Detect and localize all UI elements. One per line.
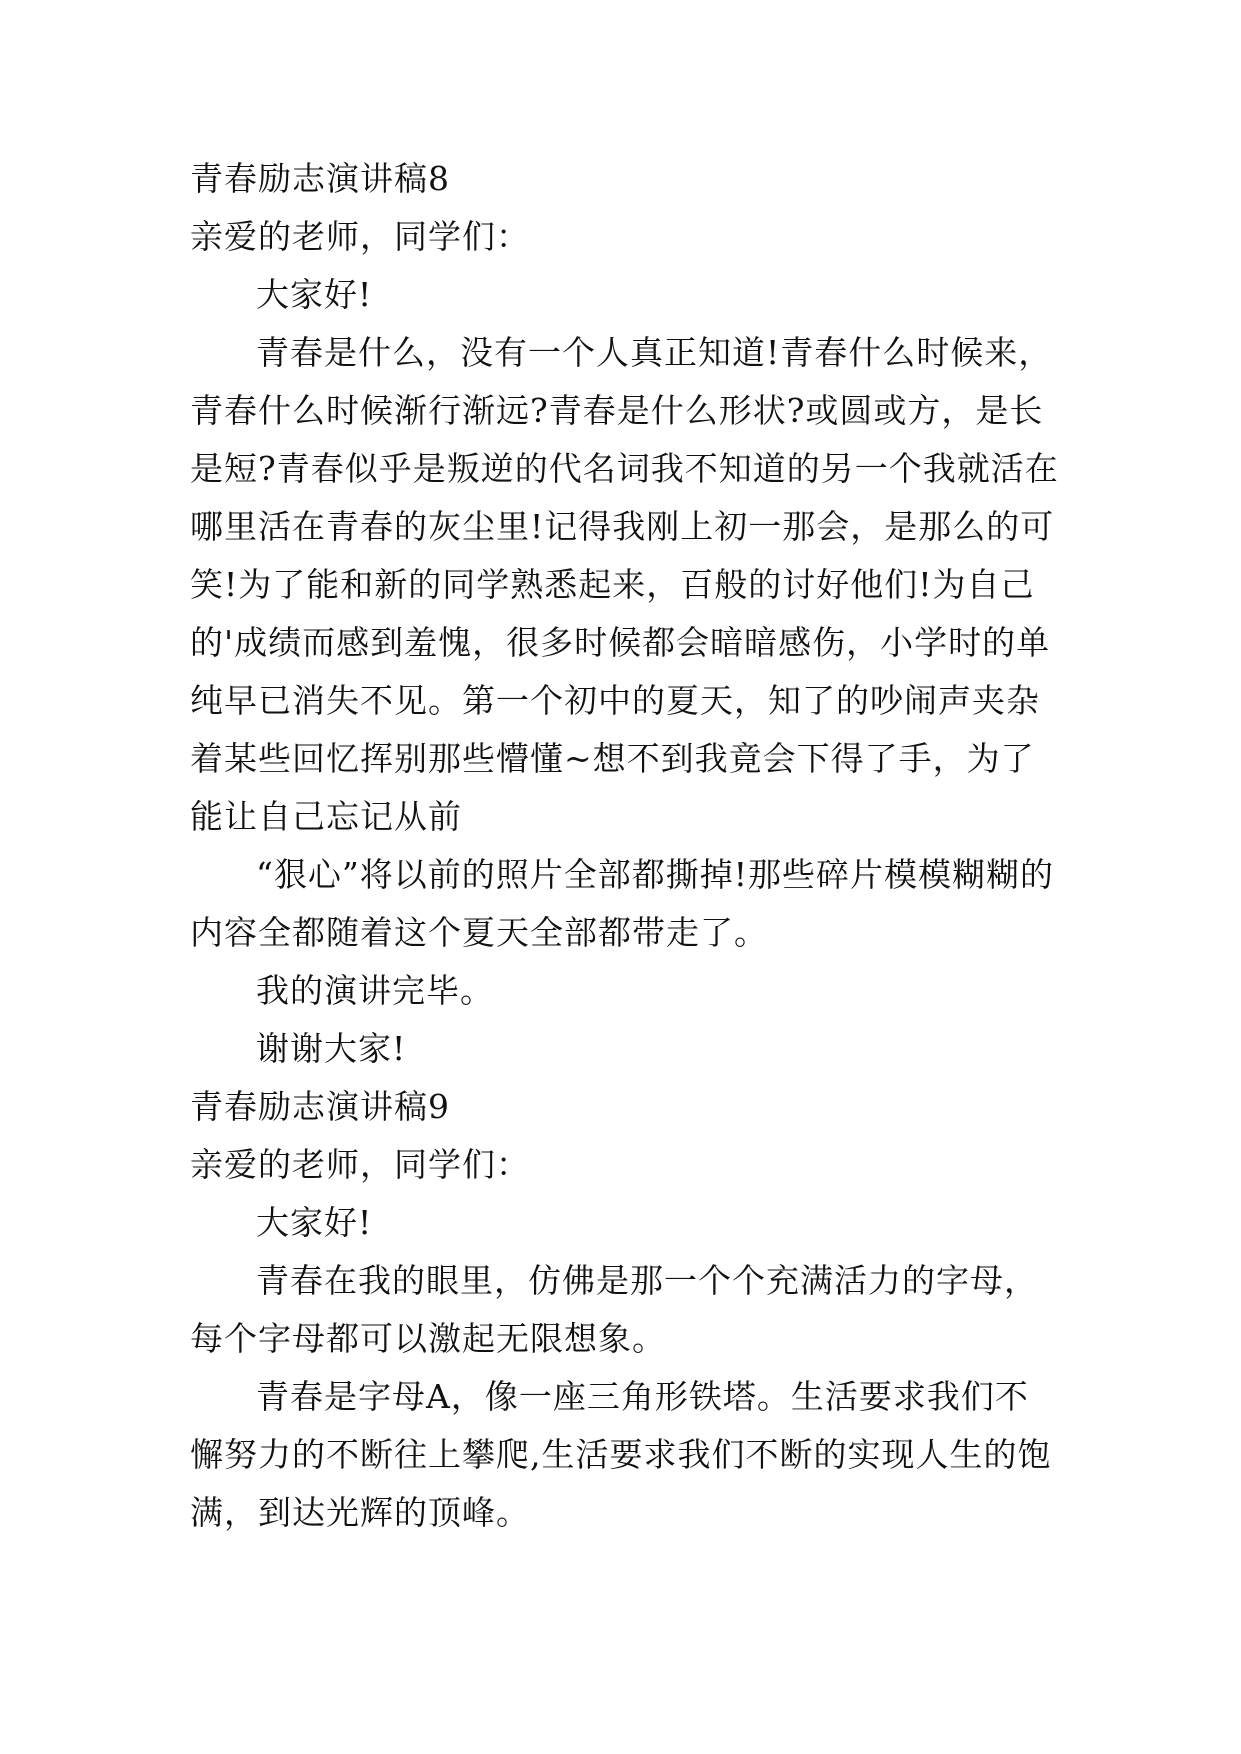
paragraph: 青春在我的眼里，仿佛是那一个个充满活力的字母，每个字母都可以激起无限想象。 xyxy=(190,1261,1038,1358)
section-title: 青春励志演讲稿9 xyxy=(190,1087,450,1126)
speech-section-8 xyxy=(190,150,1060,1078)
greeting: 大家好! xyxy=(256,1203,373,1242)
document-page xyxy=(190,150,1060,1542)
paragraph: “狠心”将以前的照片全部都撕掉!那些碎片模模糊糊的内容全都随着这个夏天全部都带走了。 xyxy=(190,855,1055,952)
section-title: 青春励志演讲稿8 xyxy=(190,159,450,198)
salutation: 亲爱的老师，同学们： xyxy=(190,1145,530,1184)
paragraph: 我的演讲完毕。 xyxy=(256,971,494,1010)
paragraph: 青春是什么，没有一个人真正知道!青春什么时候来，青春什么时候渐行渐远?青春是什么形状?或圆或方，是长是短?青春似乎是叛逆的代名词我不知道的另一个我就活在哪里活在青春的灰尘里!记得我刚上初一那会，是那么的可笑!为了能和新的同学熟悉起来，百般的讨好他们!为自己的'成绩而感到羞愧，很多时候都会暗暗感伤，小学时的单纯早已消失不见。第一个初中的夏天，知了的吵闹声夹杂着某些回忆挥别那些懵懂~想不到我竟会下得了手，为了能让自己忘记从前 xyxy=(190,333,1059,836)
paragraph: 青春是字母A，像一座三角形铁塔。生活要求我们不懈努力的不断往上攀爬,生活要求我们不断的实现人生的饱满，到达光辉的顶峰。 xyxy=(190,1377,1052,1532)
paragraph: 谢谢大家! xyxy=(256,1029,407,1068)
speech-section-9 xyxy=(190,1078,1060,1542)
salutation: 亲爱的老师，同学们： xyxy=(190,217,530,256)
greeting: 大家好! xyxy=(256,275,373,314)
